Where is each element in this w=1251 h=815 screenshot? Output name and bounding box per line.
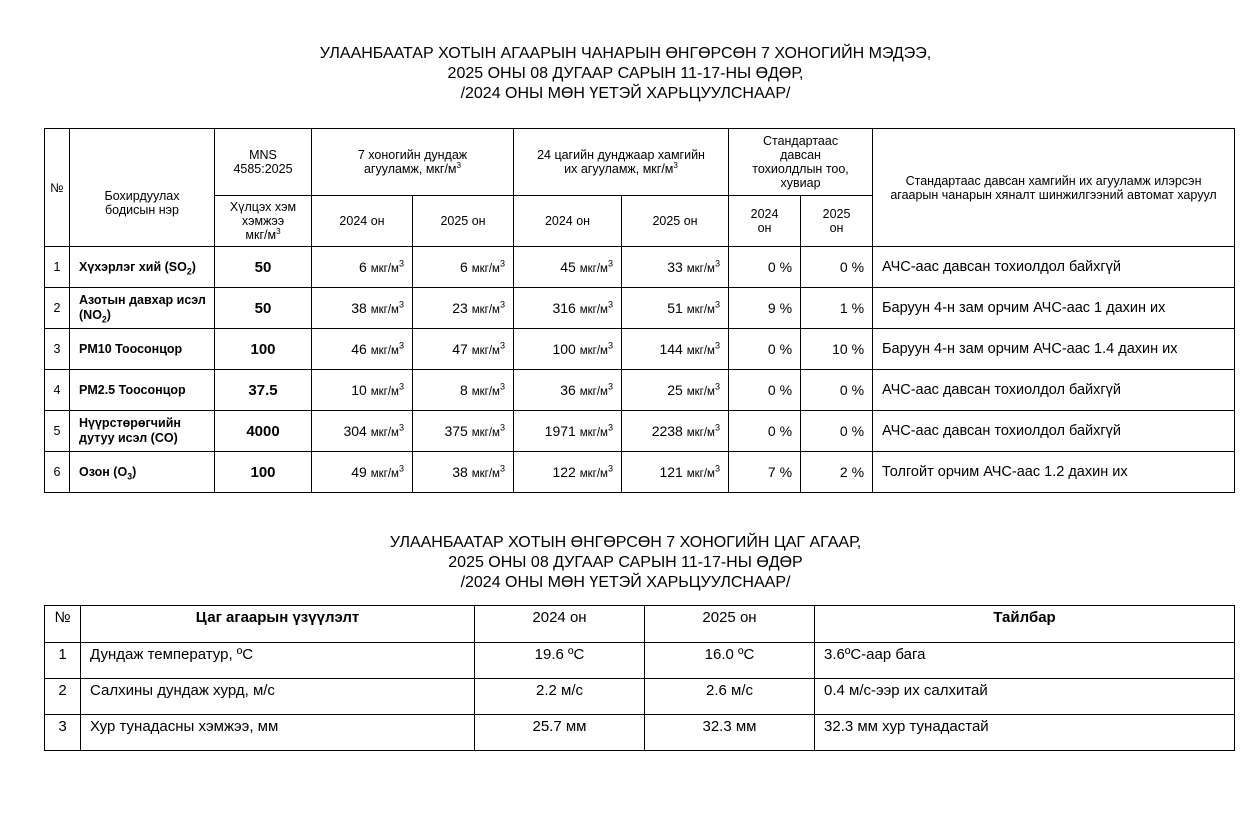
exceed-2025: 10 % [801,329,873,370]
exceed-2024: 9 % [729,288,801,329]
max-2024-unit: мкг/м [579,468,608,480]
table-row [45,452,1235,493]
max-2025 [622,452,729,493]
exceed-2025: 0 % [801,370,873,411]
max-2024-value: 1971 [544,423,576,439]
avg-2025-unit: мкг/м [471,345,500,357]
avg-2025 [413,288,514,329]
header-exceed-2025: 2025 он [801,196,873,247]
limit-value: 50 [215,247,312,288]
max-2025-value: 25 [667,382,683,398]
row-number: 5 [45,411,70,452]
avg-2025-value: 8 [460,382,468,398]
weather-note: 3.6ºС-аар бага [815,643,1235,679]
max-2024 [514,247,622,288]
weather-header-2024: 2024 он [475,606,645,643]
air-title-line-1: УЛААНБААТАР ХОТЫН АГААРЫН ЧАНАРЫН ӨНГӨРСӨН 7 ХОНОГИЙН МЭДЭЭ, [319,45,932,62]
table-row [45,411,1235,452]
exceed-2024: 0 % [729,411,801,452]
max-2025-value: 33 [667,259,683,275]
avg-2024-unit: мкг/м [370,468,399,480]
avg-2025-cube: 3 [499,258,506,269]
row-number: 4 [45,370,70,411]
max-2024-unit: мкг/м [579,386,608,398]
substance-name [70,411,215,452]
weather-row-number: 1 [45,643,81,679]
header-daily-max: 24 цагийн дунджаар хамгийн их агууламж, мкг/$м^3$ [514,129,729,196]
avg-2025-unit: мкг/м [471,427,500,439]
weather-header-indicator: Цаг агаарын үзүүлэлт [81,606,475,643]
max-2025-cube: 3 [714,340,721,351]
substance-label: Азотын давхар исэл [79,293,206,307]
substance-formula-end: ) [132,464,137,479]
avg-2024 [312,411,413,452]
substance-formula-sub: 3 [127,471,133,481]
max-2024-value: 122 [552,464,576,480]
weather-indicator: Хур тунадасны хэмжээ, мм [81,715,475,751]
max-2025-value: 144 [659,341,683,357]
weather-header-no: № [45,606,81,643]
avg-2024 [312,288,413,329]
header-avg-2025: 2025 он [413,196,514,247]
max-2025-value: 51 [667,300,683,316]
avg-2024-cube: 3 [398,299,404,310]
limit-value: 100 [215,329,312,370]
table-row [45,715,1235,751]
substance-formula-sub: 2 [186,266,192,276]
avg-2024-value: 49 [351,464,367,480]
max-2024-value: 100 [552,341,576,357]
avg-2024-value: 6 [359,259,367,275]
max-2025 [622,329,729,370]
exceed-2024: 0 % [729,370,801,411]
max-2024-unit: мкг/м [579,427,608,439]
avg-2024-cube: 3 [398,463,404,474]
substance-name [70,452,215,493]
substance-label: Нүүрстөрөгчийн дутуу исэл [79,416,181,445]
substance-name [70,288,215,329]
station-note: Толгойт орчим АЧС-аас 1.2 дахин их [873,452,1235,493]
max-2024 [514,329,622,370]
exceed-2025: 1 % [801,288,873,329]
header-exceed-2024: 2024 он [729,196,801,247]
avg-2025-unit: мкг/м [471,386,500,398]
weather-header-note: Тайлбар [815,606,1235,643]
substance-name [70,329,215,370]
exceed-2024: 0 % [729,329,801,370]
max-2025-value: 121 [659,464,683,480]
avg-2025-value: 23 [452,300,468,316]
weather-value-2024: 19.6 ºС [475,643,645,679]
limit-value: 50 [215,288,312,329]
substance-formula: (SO [164,259,187,274]
row-number: 2 [45,288,70,329]
max-2025-cube: 3 [714,463,721,474]
max-2025-unit: мкг/м [686,304,715,316]
header-substance: Бохирдуулах бодисын нэр [70,129,215,247]
exceed-2024: 7 % [729,452,801,493]
weather-title-line-2: 2025 ОНЫ 08 ДУГААР САРЫН 11-17-НЫ ӨДӨР [448,554,803,571]
exceed-2025: 0 % [801,247,873,288]
avg-2025-value: 47 [452,341,468,357]
exceed-2024: 0 % [729,247,801,288]
max-2024-cube: 3 [607,340,614,351]
weather-header-2025: 2025 он [645,606,815,643]
max-2025-cube: 3 [714,381,721,392]
header-no: № [45,129,70,247]
max-2024-cube: 3 [607,299,614,310]
avg-2024-unit: мкг/м [370,427,399,439]
header-exceed: Стандартаас давсан тохиолдлын тоо, хувиар [729,129,873,196]
avg-2025-cube: 3 [499,422,506,433]
avg-2024-cube: 3 [398,258,404,269]
station-note: Баруун 4-н зам орчим АЧС-аас 1 дахин их [873,288,1235,329]
avg-2025 [413,452,514,493]
air-quality-table [44,128,1235,493]
row-number: 3 [45,329,70,370]
exceed-2025: 2 % [801,452,873,493]
avg-2024-cube: 3 [398,340,404,351]
avg-2024-cube: 3 [398,381,404,392]
max-2024 [514,288,622,329]
substance-formula: (O [113,464,128,479]
avg-2024-value: 38 [351,300,367,316]
table-row [45,370,1235,411]
weather-row-number: 2 [45,679,81,715]
avg-2024 [312,329,413,370]
substance-formula: (NO [79,308,102,322]
max-2024-unit: мкг/м [579,345,608,357]
avg-2024-unit: мкг/м [370,263,399,275]
weather-value-2025: 2.6 м/с [645,679,815,715]
max-2024-value: 45 [560,259,576,275]
avg-2025-cube: 3 [499,340,506,351]
weather-indicator: Дундаж температур, ºС [81,643,475,679]
table-row [45,643,1235,679]
avg-2025-cube: 3 [499,463,506,474]
station-note: АЧС-аас давсан тохиолдол байхгүй [873,411,1235,452]
header-standard: MNS 4585:2025 [215,129,312,196]
substance-name [70,247,215,288]
max-2025 [622,370,729,411]
avg-2025-unit: мкг/м [471,468,500,480]
max-2024-cube: 3 [607,422,614,433]
weather-value-2024: 25.7 мм [475,715,645,751]
substance-label: PM2.5 Тоосонцор [79,382,186,397]
weather-note: 32.3 мм хур тунадастай [815,715,1235,751]
avg-2025-unit: мкг/м [471,304,500,316]
avg-2025-value: 375 [444,423,468,439]
exceed-2025: 0 % [801,411,873,452]
limit-value: 4000 [215,411,312,452]
substance-label: PM10 Тоосонцор [79,341,183,356]
weather-row-number: 3 [45,715,81,751]
header-weekly-avg: 7 хоногийн дундаж агууламж, мкг/$м^3$ [312,129,514,196]
avg-2025 [413,370,514,411]
substance-formula-end: ) [106,308,111,322]
weather-indicator: Салхины дундаж хурд, м/с [81,679,475,715]
avg-2024-unit: мкг/м [370,304,399,316]
max-2025-unit: мкг/м [686,427,715,439]
weather-title-line-1: УЛААНБААТАР ХОТЫН ӨНГӨРСӨН 7 ХОНОГИЙН ЦАГ АГААР, [389,534,862,551]
weather-title-line-3: /2024 ОНЫ МӨН ҮЕТЭЙ ХАРЬЦУУЛСНААР/ [460,574,791,591]
max-2025 [622,247,729,288]
table-row [45,329,1235,370]
table-row [45,247,1235,288]
substance-formula-end: ) [191,259,196,274]
header-avg-2024: 2024 он [312,196,413,247]
max-2025-unit: мкг/м [686,263,715,275]
max-2024 [514,452,622,493]
avg-2024-cube: 3 [398,422,404,433]
avg-2024-unit: мкг/м [370,345,399,357]
max-2024 [514,411,622,452]
max-2025-cube: 3 [714,299,721,310]
station-note: АЧС-аас давсан тохиолдол байхгүй [873,247,1235,288]
limit-value: 37.5 [215,370,312,411]
avg-2025 [413,329,514,370]
weather-value-2024: 2.2 м/с [475,679,645,715]
station-note: Баруун 4-н зам орчим АЧС-аас 1.4 дахин их [873,329,1235,370]
avg-2024-value: 10 [351,382,367,398]
max-2025 [622,411,729,452]
max-2024-value: 316 [552,300,576,316]
weather-table [44,605,1235,751]
avg-2025-value: 6 [460,259,468,275]
max-2025-cube: 3 [714,422,721,433]
substance-label: Хүхэрлэг хий [79,259,162,274]
substance-formula: (CO) [150,431,178,445]
max-2025-cube: 3 [714,258,721,269]
air-quality-title [0,44,1251,104]
substance-name [70,370,215,411]
avg-2025 [413,247,514,288]
avg-2024 [312,247,413,288]
max-2024-cube: 3 [607,258,614,269]
station-note: АЧС-аас давсан тохиолдол байхгүй [873,370,1235,411]
table-row [45,679,1235,715]
max-2024-unit: мкг/м [579,304,608,316]
substance-formula-sub: 2 [101,314,107,325]
row-number: 1 [45,247,70,288]
weather-value-2025: 32.3 мм [645,715,815,751]
max-2025-unit: мкг/м [686,345,715,357]
max-2025-value: 2238 [651,423,683,439]
avg-2024-value: 304 [343,423,367,439]
max-2024 [514,370,622,411]
air-title-line-2: 2025 ОНЫ 08 ДУГААР САРЫН 11-17-НЫ ӨДӨР, [447,65,804,82]
header-station: Стандартаас давсан хамгийн их агууламж илэрсэн агаарын чанарын хяналт шинжилгээний автомат харуул [873,129,1235,247]
table-row [45,288,1235,329]
avg-2025-cube: 3 [499,299,506,310]
avg-2025 [413,411,514,452]
avg-2024 [312,370,413,411]
avg-2024-value: 46 [351,341,367,357]
avg-2025-value: 38 [452,464,468,480]
max-2024-unit: мкг/м [579,263,608,275]
row-number: 6 [45,452,70,493]
header-limit: Хүлцэх хэм хэмжээ мкг/$м^3$ [215,196,312,247]
weather-value-2025: 16.0 ºС [645,643,815,679]
max-2025 [622,288,729,329]
max-2025-unit: мкг/м [686,468,715,480]
weather-note: 0.4 м/с-ээр их салхитай [815,679,1235,715]
limit-value: 100 [215,452,312,493]
header-max-2024: 2024 он [514,196,622,247]
max-2024-cube: 3 [607,463,614,474]
avg-2025-cube: 3 [499,381,506,392]
avg-2024-unit: мкг/м [370,386,399,398]
substance-label: Озон [79,464,110,479]
avg-2024 [312,452,413,493]
weather-title [0,533,1251,593]
air-title-line-3: /2024 ОНЫ МӨН ҮЕТЭЙ ХАРЬЦУУЛСНААР/ [460,85,791,102]
avg-2025-unit: мкг/м [471,263,500,275]
max-2025-unit: мкг/м [686,386,715,398]
max-2024-value: 36 [560,382,576,398]
header-max-2025: 2025 он [622,196,729,247]
max-2024-cube: 3 [607,381,614,392]
